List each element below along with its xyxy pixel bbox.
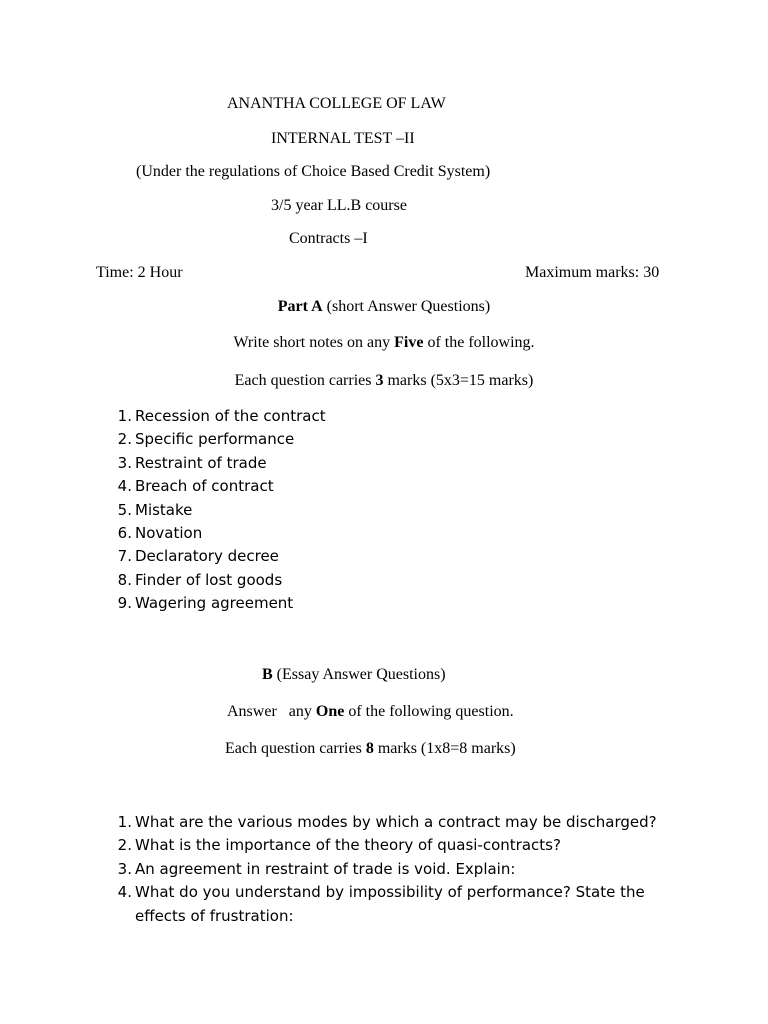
part-b-question — [96, 834, 686, 857]
part-a-marks-text: Each question carries — [234, 372, 376, 389]
question-number: 9 . — [108, 592, 132, 615]
question-number: 7 . — [108, 545, 132, 568]
question-text: Declaratory decree — [135, 547, 279, 566]
question-text: Restraint of trade — [135, 453, 267, 472]
question-number: 4 . — [108, 475, 132, 498]
part-b-marks — [225, 739, 516, 759]
part-a-marks — [0, 371, 768, 391]
question-number: 1 . — [108, 405, 132, 428]
part-a-question-list — [96, 405, 696, 616]
question-text: Wagering agreement — [135, 594, 294, 613]
part-a-question — [96, 522, 696, 545]
part-a-question — [96, 592, 696, 615]
part-b-instruction — [227, 702, 514, 722]
part-a-question — [96, 428, 696, 451]
part-b-label: B — [262, 666, 273, 683]
question-text: Novation — [135, 524, 203, 543]
part-b-question — [96, 811, 686, 834]
course-name: 3/5 year LL.B course — [271, 197, 407, 214]
question-number: 5 . — [108, 499, 132, 522]
part-a-question — [96, 452, 696, 475]
part-b-marks-suffix: marks (1x8=8 marks) — [373, 740, 516, 757]
question-number: 2 . — [108, 428, 132, 451]
part-a-instruction-suffix: of the following. — [423, 334, 535, 351]
question-text: An agreement in restraint of trade is void. Explain: — [135, 859, 516, 878]
question-number: 1 . — [108, 811, 132, 834]
part-a-question — [96, 405, 696, 428]
part-a-question — [96, 499, 696, 522]
question-number: 3 . — [108, 858, 132, 881]
part-a-type: (short Answer Questions) — [322, 298, 491, 315]
regulations-note: (Under the regulations of Choice Based Credit System) — [136, 163, 491, 180]
question-number: 6 . — [108, 522, 132, 545]
part-a-label: Part A — [277, 298, 323, 315]
part-a-instruction — [0, 333, 768, 353]
part-b-marks-value: 8 — [365, 740, 374, 757]
time-allowed: Time: 2 Hour — [96, 264, 183, 281]
part-b-count: One — [315, 703, 345, 720]
question-text: Breach of contract — [135, 477, 274, 496]
part-b-type: (Essay Answer Questions) — [272, 666, 446, 683]
part-b-heading — [262, 665, 446, 685]
part-b-instruction-text: Answer any — [227, 703, 316, 720]
test-title: INTERNAL TEST –II — [271, 130, 415, 147]
question-text: What is the importance of the theory of quasi-contracts? — [135, 836, 561, 855]
question-text: Finder of lost goods — [135, 570, 283, 589]
question-number: 2 . — [108, 834, 132, 857]
part-a-marks-suffix: marks (5x3=15 marks) — [383, 372, 534, 389]
question-text: What are the various modes by which a contract may be discharged? — [135, 813, 657, 831]
subject-name: Contracts –I — [289, 230, 368, 247]
part-a-question — [96, 475, 696, 498]
question-text: Recession of the contract — [135, 407, 326, 425]
part-a-heading — [0, 297, 768, 317]
question-number: 3 . — [108, 452, 132, 475]
part-a-count: Five — [394, 334, 424, 351]
question-text: What do you understand by impossibility of performance? State the effects of frustration: — [135, 883, 645, 925]
part-b-question — [96, 881, 686, 928]
maximum-marks: Maximum marks: 30 — [525, 264, 660, 281]
part-b-question — [96, 858, 686, 881]
part-a-question — [96, 545, 696, 568]
college-name: ANANTHA COLLEGE OF LAW — [227, 95, 446, 112]
part-a-marks-value: 3 — [375, 372, 384, 389]
part-a-instruction-text: Write short notes on any — [233, 334, 395, 351]
question-number: 8 . — [108, 569, 132, 592]
part-a-question — [96, 569, 696, 592]
question-number: 4 . — [108, 881, 132, 904]
part-b-question-list — [96, 811, 686, 928]
question-text: Mistake — [135, 500, 193, 519]
part-b-instruction-suffix: of the following question. — [344, 703, 514, 720]
question-text: Specific performance — [135, 430, 295, 449]
part-b-marks-text: Each question carries — [225, 740, 366, 757]
